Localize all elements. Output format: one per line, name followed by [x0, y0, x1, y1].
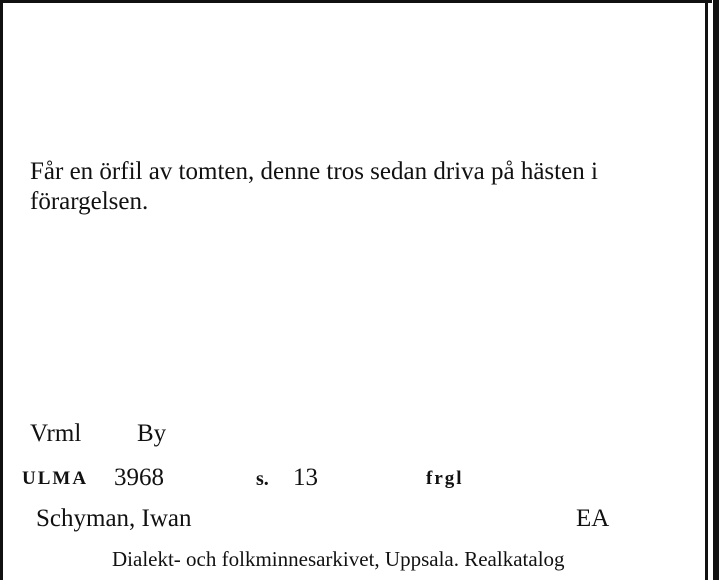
region-label: Vrml — [30, 420, 82, 447]
page-number: 13 — [293, 464, 318, 491]
page-prefix: s. — [256, 468, 269, 490]
card-footer: Dialekt- och folkminnesarkivet, Uppsala. Realkatalog — [112, 547, 565, 571]
card-border-right-outer — [713, 0, 719, 580]
collector-code: EA — [576, 505, 610, 532]
card-body-text: Får en örfil av tomten, denne tros sedan driva på hästen i förargelsen. — [30, 158, 598, 215]
archive-label: ULMA — [22, 468, 89, 489]
record-number: 3968 — [114, 464, 164, 491]
place-label: By — [137, 420, 167, 447]
collector-name: Schyman, Iwan — [36, 505, 192, 532]
card-border-top — [0, 0, 712, 3]
card-border-right — [705, 0, 708, 580]
card-border-left — [0, 0, 3, 580]
category-code: frgl — [426, 468, 464, 489]
